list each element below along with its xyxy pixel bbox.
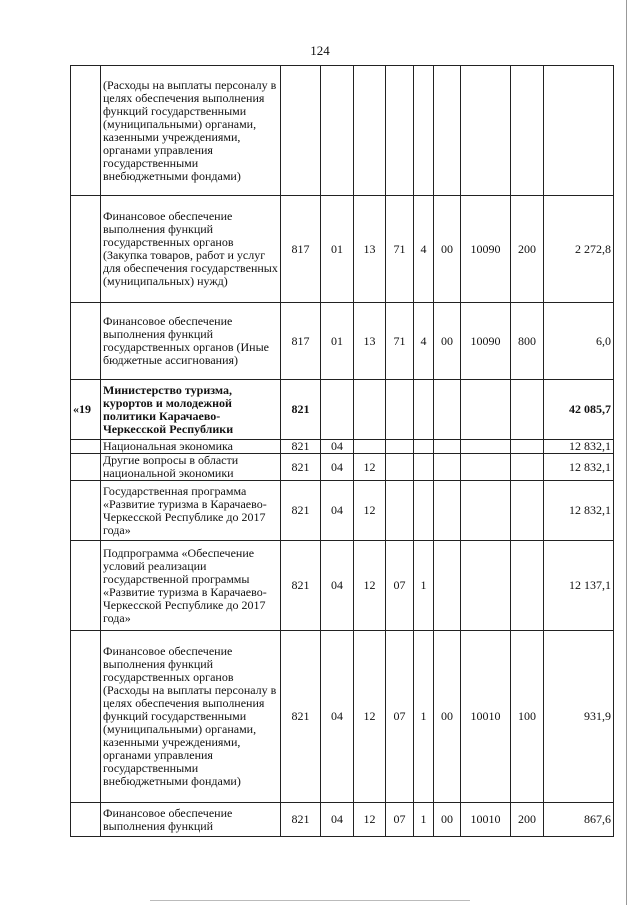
cell-ved: 817 <box>281 303 321 380</box>
cell-p3 <box>434 380 461 440</box>
cell-p4 <box>461 66 511 196</box>
table-row <box>71 454 614 481</box>
cell-sum: 12 137,1 <box>544 541 614 631</box>
cell-rz: 04 <box>321 803 354 837</box>
cell-rz: 04 <box>321 454 354 481</box>
cell-p2: 1 <box>414 631 434 803</box>
table-row <box>71 303 614 380</box>
cell-idx <box>71 631 101 803</box>
cell-sum: 12 832,1 <box>544 454 614 481</box>
cell-name: Финансовое обеспечение выполнения функций государственных органов (Закупка товаров, работ и услуг для обеспечения государственных (муниципальных) нужд) <box>101 196 281 303</box>
cell-p4: 10010 <box>461 803 511 837</box>
table-row <box>71 196 614 303</box>
cell-pr <box>354 66 386 196</box>
cell-p4 <box>461 380 511 440</box>
cell-p1 <box>386 66 414 196</box>
cell-name: (Расходы на выплаты персоналу в целях обеспечения выполнения функций государственными (муниципальными) органами, казенными учреждениями, органами управления государственными внебюджетными фондами) <box>101 66 281 196</box>
cell-name: Финансовое обеспечение выполнения функций государственных органов (Расходы на выплаты персоналу в целях обеспечения выполнения функций государственными (муниципальными) органами, казенными учреждениями, органами управления государственными внебюджетными фондами) <box>101 631 281 803</box>
cell-sum: 12 832,1 <box>544 440 614 454</box>
cell-name: Другие вопросы в области национальной экономики <box>101 454 281 481</box>
cell-p1 <box>386 440 414 454</box>
cell-p2 <box>414 380 434 440</box>
cell-p4 <box>461 440 511 454</box>
cell-vr <box>511 380 544 440</box>
cell-rz: 04 <box>321 440 354 454</box>
cell-p1: 71 <box>386 303 414 380</box>
cell-idx: «19 <box>71 380 101 440</box>
cell-pr <box>354 380 386 440</box>
table-row <box>71 541 614 631</box>
cell-ved: 821 <box>281 454 321 481</box>
cell-name: Государственная программа «Развитие туризма в Карачаево-Черкесской Республике до 2017 года» <box>101 481 281 541</box>
cell-p2 <box>414 454 434 481</box>
cell-ved: 821 <box>281 481 321 541</box>
cell-p2: 4 <box>414 196 434 303</box>
cell-ved: 821 <box>281 803 321 837</box>
cell-p1 <box>386 380 414 440</box>
cell-rz: 04 <box>321 631 354 803</box>
cell-pr: 12 <box>354 481 386 541</box>
cell-vr: 800 <box>511 303 544 380</box>
cell-idx <box>71 66 101 196</box>
cell-p1: 71 <box>386 196 414 303</box>
cell-ved: 821 <box>281 541 321 631</box>
table-row <box>71 631 614 803</box>
table-row <box>71 440 614 454</box>
cell-p3 <box>434 440 461 454</box>
cell-idx <box>71 454 101 481</box>
cell-ved: 821 <box>281 631 321 803</box>
cell-idx <box>71 196 101 303</box>
cell-name: Министерство туризма, курортов и молодежной политики Карачаево-Черкесской Республики <box>101 380 281 440</box>
cell-vr <box>511 541 544 631</box>
table-row <box>71 66 614 196</box>
cell-idx <box>71 303 101 380</box>
cell-pr: 12 <box>354 803 386 837</box>
cell-vr: 200 <box>511 196 544 303</box>
footer-rule <box>150 900 470 901</box>
cell-idx <box>71 803 101 837</box>
cell-ved: 817 <box>281 196 321 303</box>
cell-pr: 12 <box>354 631 386 803</box>
cell-idx <box>71 440 101 454</box>
cell-pr: 12 <box>354 541 386 631</box>
cell-pr: 13 <box>354 196 386 303</box>
cell-idx <box>71 481 101 541</box>
cell-rz: 04 <box>321 481 354 541</box>
cell-p2: 4 <box>414 303 434 380</box>
table-row <box>71 380 614 440</box>
budget-table <box>70 65 614 837</box>
cell-vr <box>511 454 544 481</box>
cell-name: Финансовое обеспечение выполнения функций государственных органов (Иные бюджетные ассигнования) <box>101 303 281 380</box>
cell-p3 <box>434 541 461 631</box>
cell-vr <box>511 440 544 454</box>
cell-sum: 42 085,7 <box>544 380 614 440</box>
cell-p2: 1 <box>414 541 434 631</box>
cell-ved: 821 <box>281 440 321 454</box>
cell-p1 <box>386 481 414 541</box>
cell-ved: 821 <box>281 380 321 440</box>
cell-p1: 07 <box>386 803 414 837</box>
cell-idx <box>71 541 101 631</box>
cell-p4: 10010 <box>461 631 511 803</box>
page-number: 124 <box>310 43 330 58</box>
cell-name: Финансовое обеспечение выполнения функций <box>101 803 281 837</box>
cell-p4 <box>461 454 511 481</box>
cell-p1: 07 <box>386 631 414 803</box>
cell-p2 <box>414 440 434 454</box>
cell-p4 <box>461 481 511 541</box>
cell-ved <box>281 66 321 196</box>
page-edge-rule <box>626 0 627 905</box>
cell-p4 <box>461 541 511 631</box>
cell-p3: 00 <box>434 631 461 803</box>
cell-p1: 07 <box>386 541 414 631</box>
cell-rz: 04 <box>321 541 354 631</box>
cell-rz <box>321 66 354 196</box>
cell-vr <box>511 481 544 541</box>
cell-name: Национальная экономика <box>101 440 281 454</box>
cell-rz: 01 <box>321 196 354 303</box>
cell-vr: 200 <box>511 803 544 837</box>
cell-p4: 10090 <box>461 303 511 380</box>
cell-sum: 2 272,8 <box>544 196 614 303</box>
cell-p3 <box>434 66 461 196</box>
cell-sum: 6,0 <box>544 303 614 380</box>
cell-pr <box>354 440 386 454</box>
cell-p3: 00 <box>434 196 461 303</box>
table-row <box>71 481 614 541</box>
cell-p3 <box>434 481 461 541</box>
table-row <box>71 803 614 837</box>
cell-p3: 00 <box>434 303 461 380</box>
cell-pr: 13 <box>354 303 386 380</box>
cell-vr <box>511 66 544 196</box>
cell-p4: 10090 <box>461 196 511 303</box>
cell-p2 <box>414 481 434 541</box>
cell-p3 <box>434 454 461 481</box>
cell-name: Подпрограмма «Обеспечение условий реализации государственной программы «Развитие туризма в Карачаево-Черкесской Республике до 2017 года» <box>101 541 281 631</box>
cell-p2: 1 <box>414 803 434 837</box>
cell-rz: 01 <box>321 303 354 380</box>
cell-sum: 931,9 <box>544 631 614 803</box>
cell-vr: 100 <box>511 631 544 803</box>
cell-p3: 00 <box>434 803 461 837</box>
cell-sum: 12 832,1 <box>544 481 614 541</box>
cell-sum: 867,6 <box>544 803 614 837</box>
cell-p1 <box>386 454 414 481</box>
cell-sum <box>544 66 614 196</box>
cell-pr: 12 <box>354 454 386 481</box>
cell-p2 <box>414 66 434 196</box>
cell-rz <box>321 380 354 440</box>
